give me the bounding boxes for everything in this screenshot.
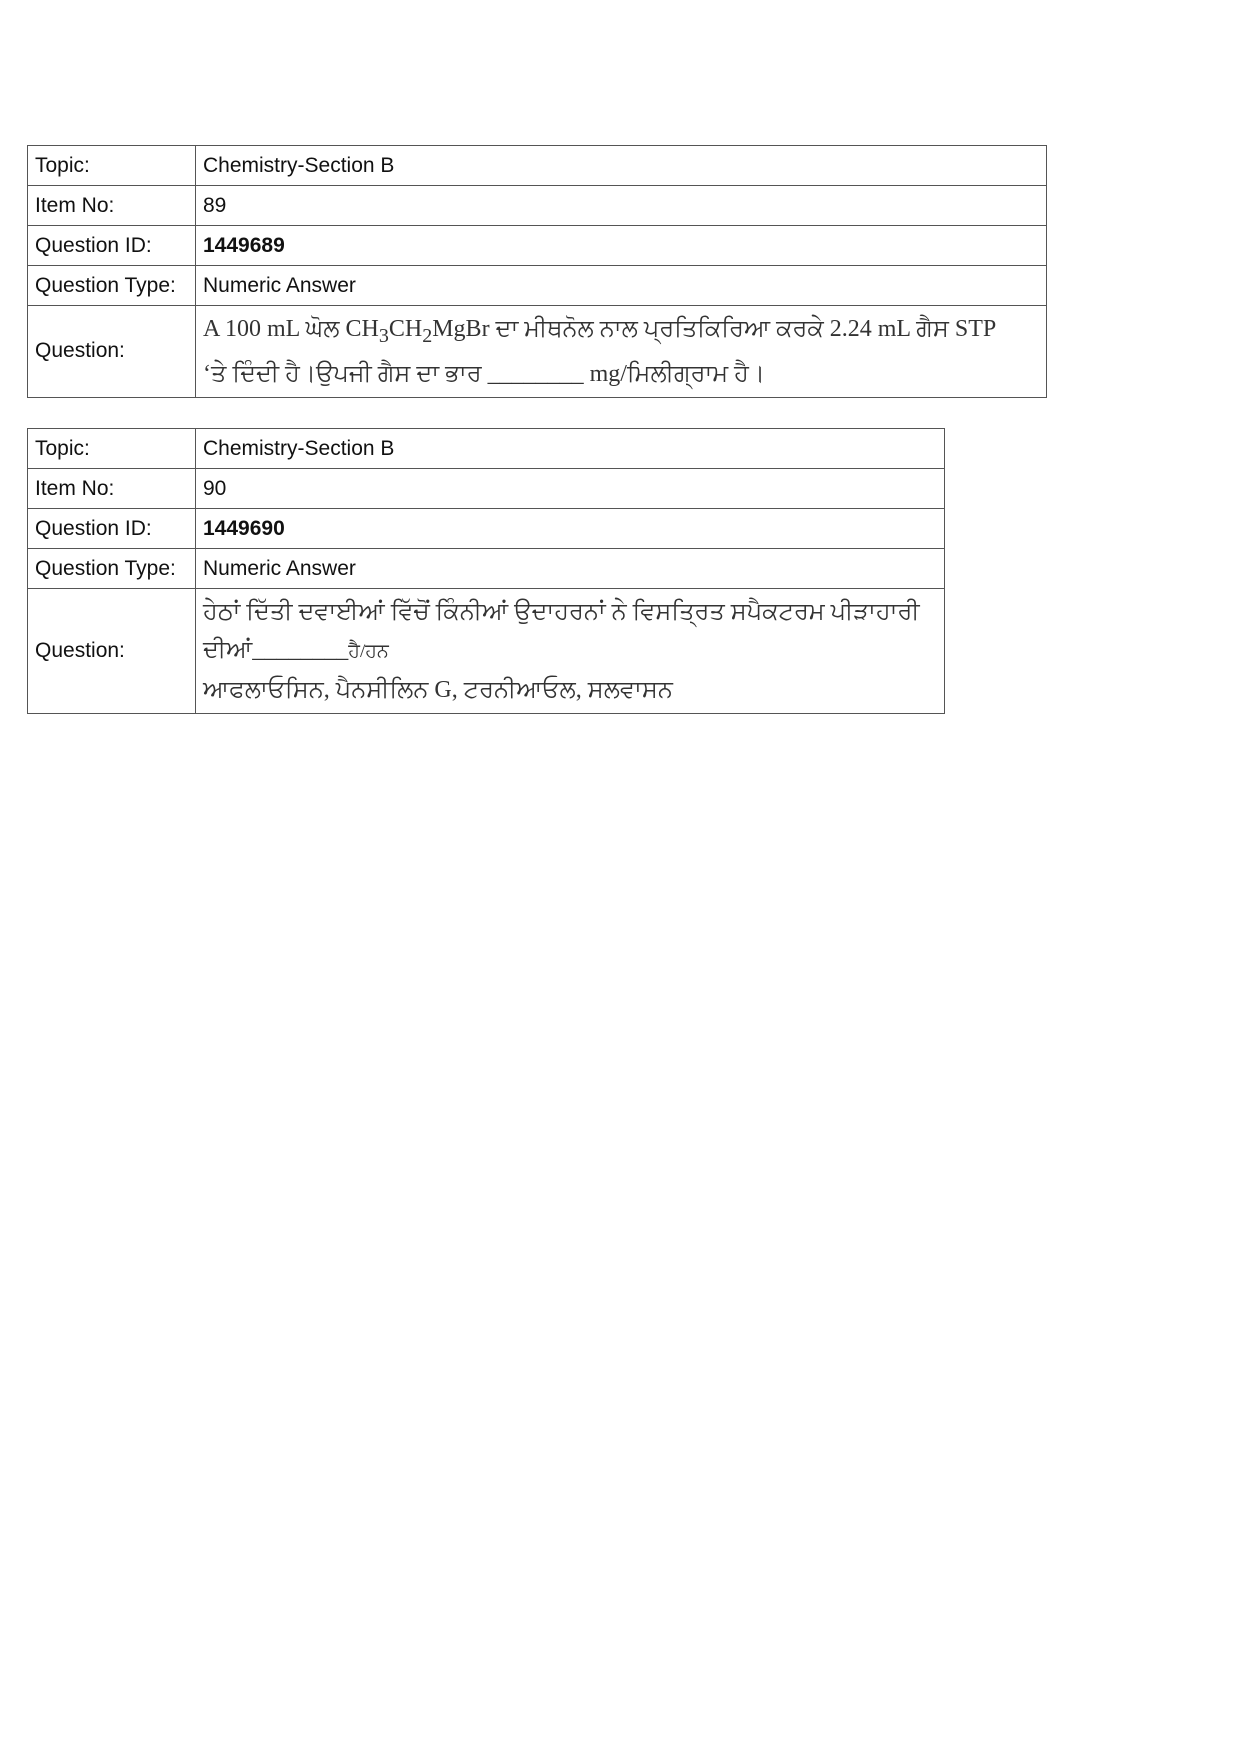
question-line-2 <box>203 631 937 671</box>
item-no-row <box>28 469 945 509</box>
question-id-label: Question ID: <box>28 226 196 266</box>
question-table-89 <box>27 145 1047 398</box>
question-type-label: Question Type: <box>28 266 196 306</box>
question-line-2-part-a: ਦੀਆਂ________ <box>203 637 349 663</box>
question-line-1-part-a: A 100 mL ਘੋਲ CH <box>203 316 379 342</box>
question-type-value: Numeric Answer <box>196 549 945 589</box>
item-no-row <box>28 186 1047 226</box>
question-table-90 <box>27 428 945 714</box>
item-no-label: Item No: <box>28 469 196 509</box>
question-line-3: ਆਫਲਾਓਸਿਨ, ਪੈਨਸੀਲਿਨ G, ਟਰਨੀਆਓਲ, ਸਲਵਾਸਨ <box>203 677 673 703</box>
question-text <box>196 306 1047 398</box>
question-line-1: ਹੇਠਾਂ ਦਿੱਤੀ ਦਵਾਈਆਂ ਵਿੱਚੋਂ ਕਿੰਨੀਆਂ ਉਦਾਹਰਨਾਂ ਨੇ ਵਿਸਤ੍ਰਿਤ ਸਪੈਕਟਰਮ ਪੀੜਾਹਾਰੀ <box>203 599 920 625</box>
question-id-row <box>28 226 1047 266</box>
topic-label: Topic: <box>28 429 196 469</box>
question-label: Question: <box>28 589 196 714</box>
question-label: Question: <box>28 306 196 398</box>
topic-row <box>28 146 1047 186</box>
subscript-3: 3 <box>378 324 389 347</box>
question-id-row <box>28 509 945 549</box>
topic-value: Chemistry-Section B <box>196 146 1047 186</box>
question-line-1 <box>203 310 1039 355</box>
topic-label: Topic: <box>28 146 196 186</box>
question-type-row <box>28 549 945 589</box>
question-row <box>28 589 945 714</box>
question-id-value: 1449690 <box>196 509 945 549</box>
topic-row <box>28 429 945 469</box>
question-line-1-part-b: CH <box>388 316 423 342</box>
item-no-label: Item No: <box>28 186 196 226</box>
question-id-value: 1449689 <box>196 226 1047 266</box>
question-text <box>196 589 945 714</box>
question-type-label: Question Type: <box>28 549 196 589</box>
question-type-value: Numeric Answer <box>196 266 1047 306</box>
question-line-2-part-b: ਹੈ/ਹਨ <box>348 641 389 662</box>
item-no-value: 90 <box>196 469 945 509</box>
topic-value: Chemistry-Section B <box>196 429 945 469</box>
question-row <box>28 306 1047 398</box>
question-line-1-part-c: MgBr ਦਾ ਮੀਥਨੋਲ ਨਾਲ ਪ੍ਰਤਿਕਿਰਿਆ ਕਰਕੇ 2.24 mL ਗੈਸ STP <box>432 316 997 342</box>
question-line-2: ‘ਤੇ ਦਿੰਦੀ ਹੈ।ਉਪਜੀ ਗੈਸ ਦਾ ਭਾਰ ________ mg/ਮਿਲੀਗ੍ਰਾਮ ਹੈ। <box>203 360 766 387</box>
question-type-row <box>28 266 1047 306</box>
question-id-label: Question ID: <box>28 509 196 549</box>
subscript-2: 2 <box>422 324 433 347</box>
item-no-value: 89 <box>196 186 1047 226</box>
